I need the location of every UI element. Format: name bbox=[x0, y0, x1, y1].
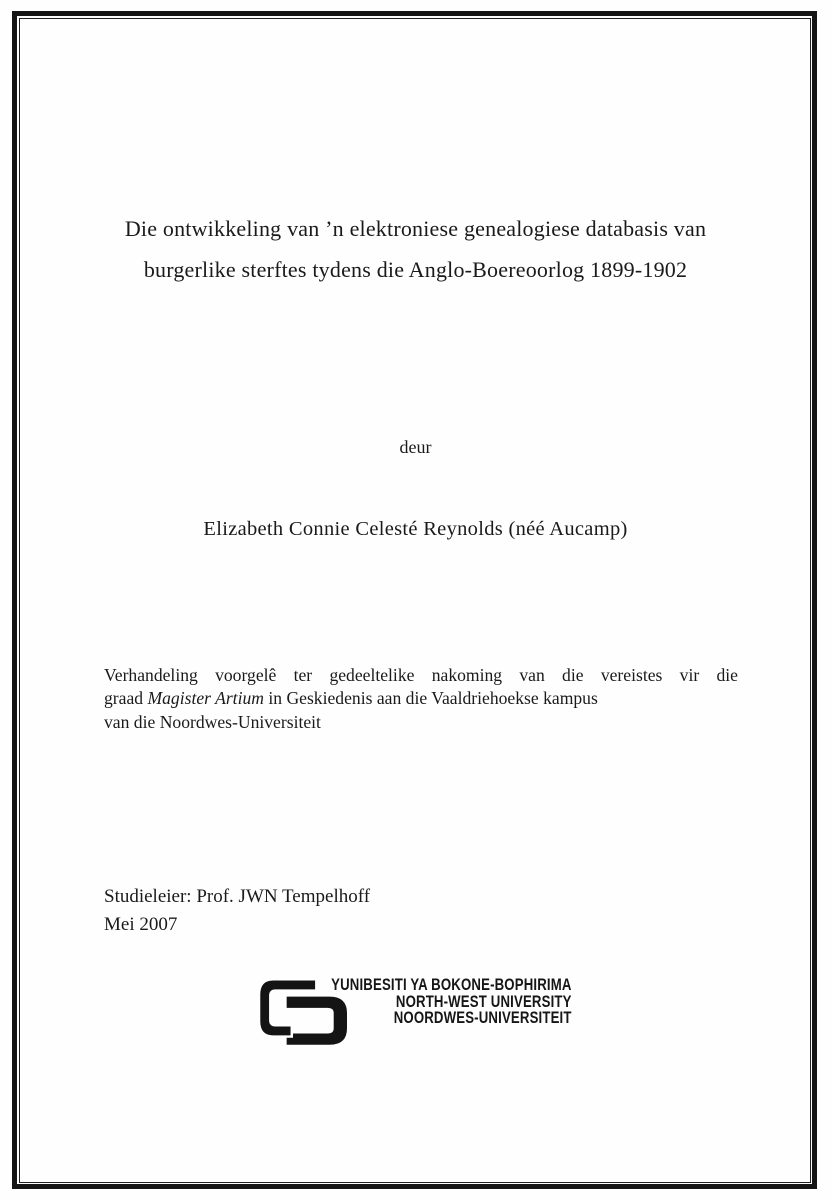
supervisor-line: Studieleier: Prof. JWN Tempelhoff bbox=[104, 886, 371, 907]
statement-line2-suffix: in Geskiedenis aan die Vaaldriehoekse kampus bbox=[263, 688, 598, 709]
logo-line-afrikaans: NOORDWES-UNIVERSITEIT bbox=[394, 1009, 572, 1028]
degree-name: Magister Artium bbox=[147, 688, 264, 709]
submission-statement bbox=[104, 664, 738, 734]
thesis-title-line1: Die ontwikkeling van ’n elektroniese genealogiese databasis van bbox=[124, 216, 707, 241]
author-name: Elizabeth Connie Celesté Reynolds (néé Aucamp) bbox=[203, 518, 628, 540]
logo-line-english: NORTH-WEST UNIVERSITY bbox=[396, 992, 572, 1011]
statement-line1: Verhandeling voorgelê ter gedeeltelike nakoming van die vereistes vir die bbox=[104, 665, 738, 685]
statement-line2-prefix: graad bbox=[104, 688, 148, 709]
nwu-logo-wordmark bbox=[332, 977, 572, 1027]
supervisor-and-date bbox=[104, 883, 370, 939]
byline-deur: deur bbox=[399, 437, 432, 457]
thesis-title-line2: burgerlike sterftes tydens die Anglo-Boereoorlog 1899-1902 bbox=[143, 257, 688, 282]
logo-line-setswana: YUNIBESITI YA BOKONE-BOPHIRIMA bbox=[331, 976, 572, 994]
thesis-title bbox=[0, 208, 831, 290]
statement-line3: van die Noordwes-Universiteit bbox=[104, 711, 321, 732]
statement-line2 bbox=[104, 687, 738, 710]
date-line: Mei 2007 bbox=[104, 914, 178, 935]
logo-left-link bbox=[259, 979, 316, 1036]
